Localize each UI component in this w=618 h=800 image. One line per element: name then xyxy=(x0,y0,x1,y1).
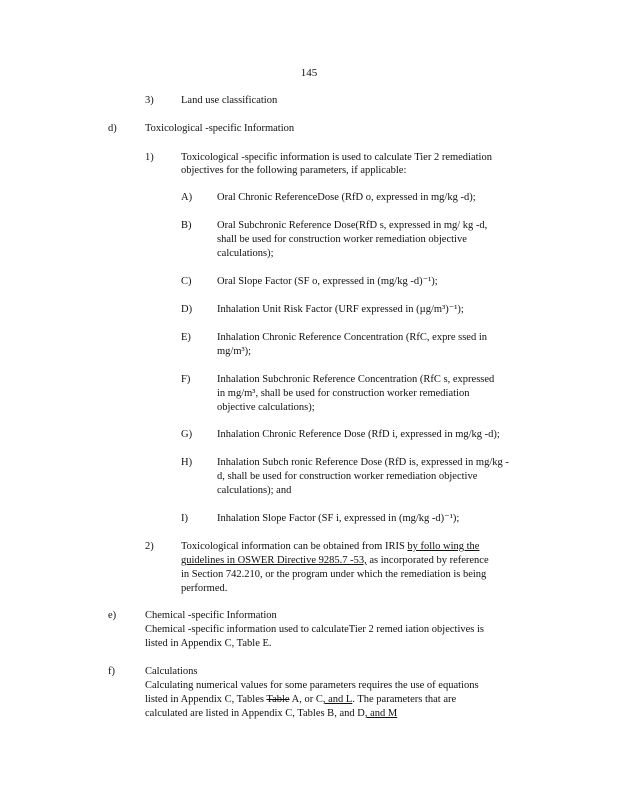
sub-item-letter: B) xyxy=(181,220,192,231)
sub-item-line: Oral Chronic ReferenceDose (RfD o, expressed in mg/kg -d); xyxy=(217,192,476,203)
paragraph-line: in Section 742.210, or the program under which the remediation is being xyxy=(181,569,487,580)
paragraph-line: Toxicological -specific information is used to calculate Tier 2 remediation xyxy=(181,152,492,163)
item-number: 1) xyxy=(145,152,154,163)
text-run: Toxicological information can be obtained from IRIS xyxy=(181,541,405,552)
paragraph-line: Calculating numerical values for some parameters requires the use of equations xyxy=(145,680,479,691)
inserted-text: by follo wing the xyxy=(407,541,480,552)
sub-item-letter: F) xyxy=(181,374,191,385)
sub-item-letter: C) xyxy=(181,276,192,287)
sub-item-line: Inhalation Chronic Reference Dose (RfD i, expressed in mg/kg -d); xyxy=(217,429,500,440)
sub-item-line: mg/m³); xyxy=(217,346,252,357)
section-letter: f) xyxy=(108,666,115,677)
sub-item-line: Inhalation Subchronic Reference Concentration (RfC s, expressed xyxy=(217,374,495,385)
paragraph-line xyxy=(145,693,456,707)
sub-item-line: shall be used for construction worker remediation objective xyxy=(217,234,467,245)
paragraph-line: listed in Appendix C, Table E. xyxy=(145,638,272,649)
paragraph-line: objectives for the following parameters, if applicable: xyxy=(181,165,407,176)
text-run: , and D xyxy=(334,708,365,719)
paragraph-line xyxy=(145,707,397,721)
sub-item-line: in mg/m³, shall be used for construction worker remediation xyxy=(217,388,470,399)
inserted-text: , and L xyxy=(322,694,353,705)
text-run: . The parameters that are xyxy=(352,694,457,705)
item-number: 3) xyxy=(145,95,154,106)
sub-item-letter: E) xyxy=(181,332,191,343)
sub-item-line: Inhalation Slope Factor (SF i, expressed in (mg/kg -d)⁻¹); xyxy=(217,513,460,524)
sub-item-letter: H) xyxy=(181,457,193,468)
deleted-text: Table xyxy=(266,694,290,705)
sub-item-line: Inhalation Unit Risk Factor (URF expressed in (µg/m³)⁻¹); xyxy=(217,304,464,315)
sub-item-letter: A) xyxy=(181,192,193,203)
paragraph-line: Chemical -specific information used to calculateTier 2 remed iation objectives is xyxy=(145,624,485,635)
page-number: 145 xyxy=(300,67,318,79)
section-letter: d) xyxy=(108,123,117,134)
sub-item-letter: D) xyxy=(181,304,193,315)
inserted-text: , and M xyxy=(364,708,398,719)
text-run: , or C xyxy=(299,694,323,705)
inserted-text: guidelines in OSWER Directive 9285.7 -53, xyxy=(181,555,367,566)
item-number: 2) xyxy=(145,541,154,552)
sub-item-line: Oral Subchronic Reference Dose(RfD s, expressed in mg/ kg -d, xyxy=(217,220,488,231)
sub-item-line: Inhalation Chronic Reference Concentration (RfC, expre ssed in xyxy=(217,332,487,343)
paragraph-line: performed. xyxy=(181,583,228,594)
text-run: listed in Appendix C, Tables xyxy=(145,694,264,705)
sub-item-line: calculations); xyxy=(217,248,274,259)
text-run: calculated are listed in Appendix C, Tables B xyxy=(145,708,335,719)
sub-item-line: calculations); and xyxy=(217,485,292,496)
paragraph-line xyxy=(181,540,479,554)
text-run: A xyxy=(291,694,300,705)
sub-item-letter: I) xyxy=(181,513,188,524)
sub-item-line: Oral Slope Factor (SF o, expressed in (mg/kg -d)⁻¹); xyxy=(217,276,438,287)
sub-item-letter: G) xyxy=(181,429,193,440)
sub-item-line: objective calculations); xyxy=(217,402,315,413)
sub-item-line: d, shall be used for construction worker remediation objective xyxy=(217,471,478,482)
text-run: as incorporated by reference xyxy=(369,555,489,566)
section-letter: e) xyxy=(108,610,117,621)
paragraph-line xyxy=(181,554,489,568)
section-title: Chemical -specific Information xyxy=(145,610,277,621)
item-text: Land use classification xyxy=(181,95,278,106)
sub-item-line: Inhalation Subch ronic Reference Dose (RfD is, expressed in mg/kg - xyxy=(217,457,509,468)
section-title: Calculations xyxy=(145,666,198,677)
section-title: Toxicological -specific Information xyxy=(145,123,295,134)
